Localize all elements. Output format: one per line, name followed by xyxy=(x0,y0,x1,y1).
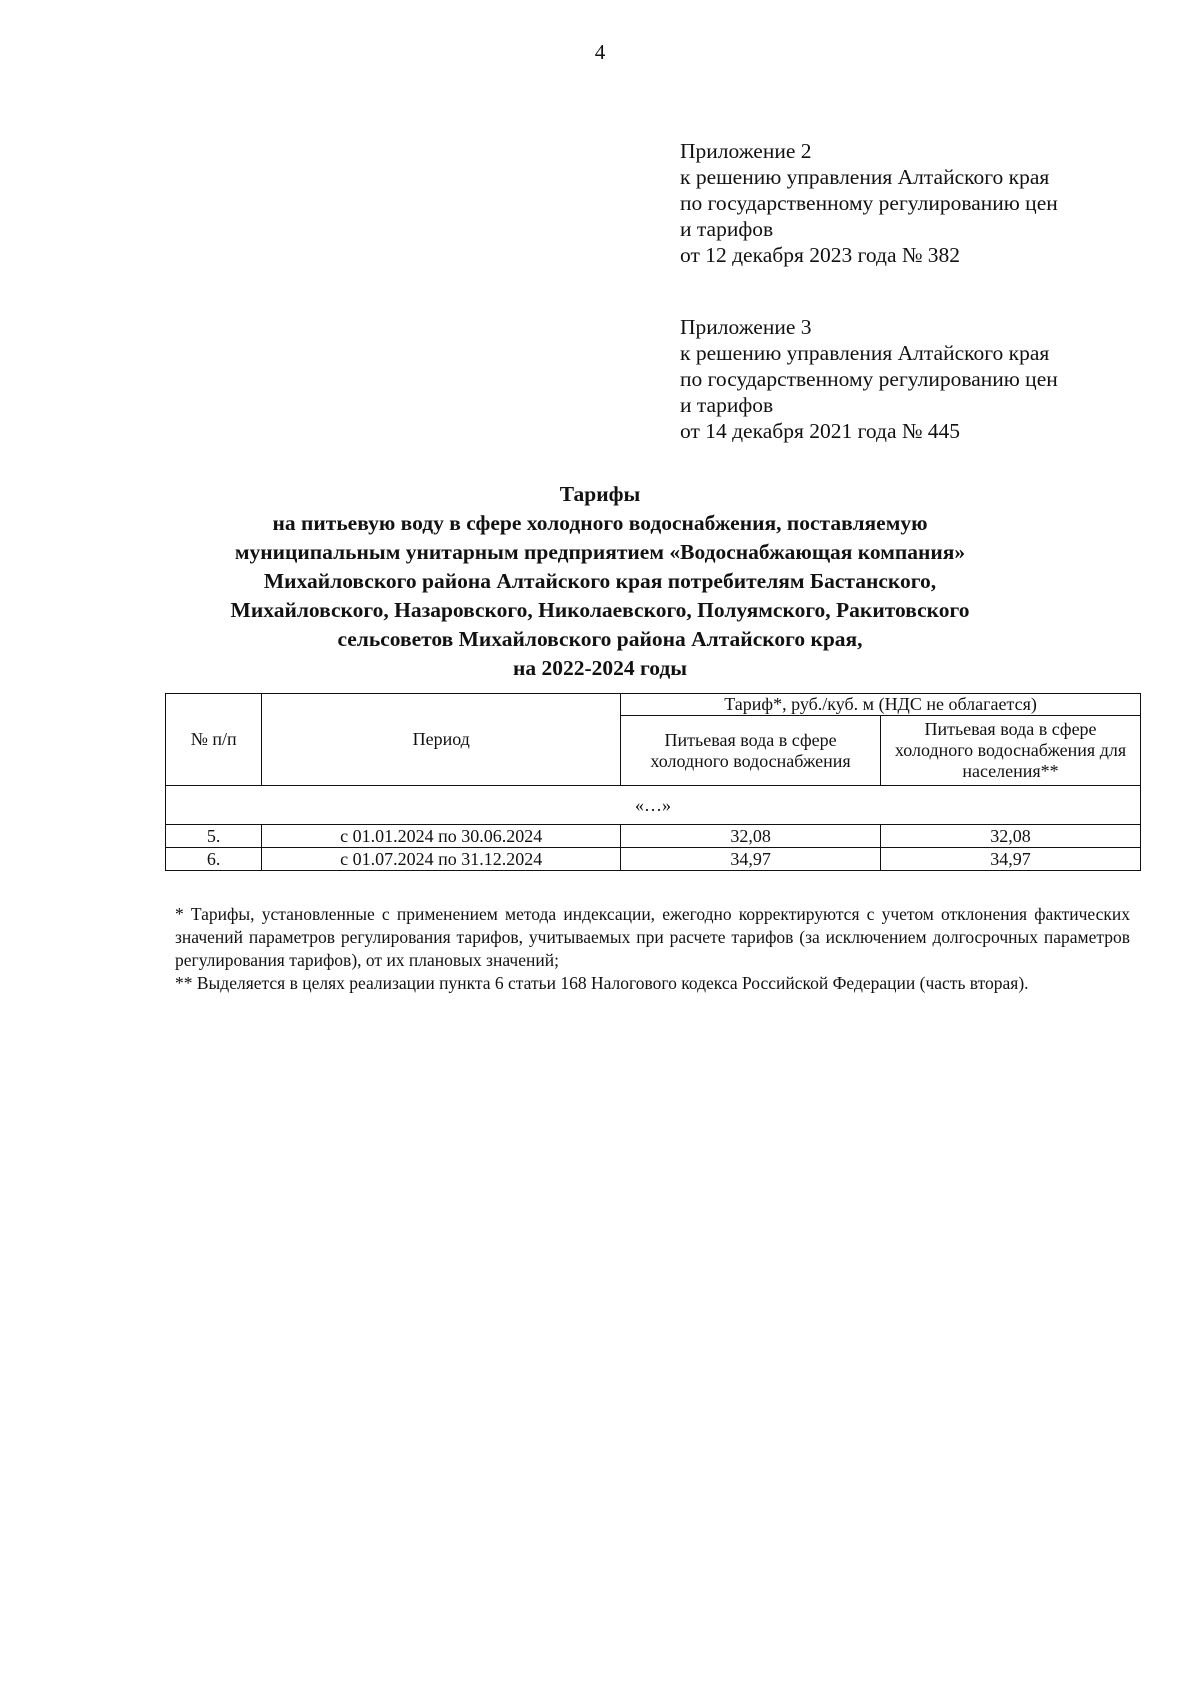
table-header-row xyxy=(166,694,1141,716)
title-line: на 2022-2024 годы xyxy=(512,656,688,680)
title-line: Михайловского района Алтайского края потребителям Бастанского, xyxy=(263,569,937,593)
appendix-3-line: от 14 декабря 2021 года № 445 xyxy=(680,419,960,443)
table-ellipsis-row xyxy=(166,786,1141,825)
tariff-table xyxy=(165,693,1141,871)
footnote-1: * Тарифы, установленные с применением метода индексации, ежегодно корректируются с учетом отклонения фактических значений параметров регулирования тарифов, учитываемых при расчете тарифов (за исключением долгосрочных параметров регулирования тарифов), от их плановых значений; xyxy=(175,904,1130,970)
document-title xyxy=(100,480,1100,683)
header-period: Период xyxy=(262,694,621,786)
ellipsis-cell: «…» xyxy=(166,786,1141,825)
header-drinking-water-population: Питьевая вода в сфере холодного водоснабжения для населения** xyxy=(881,716,1141,786)
footnote-2: ** Выделяется в целях реализации пункта 6 статьи 168 Налогового кодекса Российской Федерации (часть вторая). xyxy=(175,973,1029,993)
table-row xyxy=(166,848,1141,871)
appendix-3-header xyxy=(680,314,1150,444)
appendix-2-line: и тарифов xyxy=(680,217,774,241)
title-line: Тарифы xyxy=(559,482,641,506)
footnotes xyxy=(175,903,1130,995)
title-line: сельсоветов Михайловского района Алтайского края, xyxy=(337,627,863,651)
row-tariff-a: 32,08 xyxy=(621,825,881,848)
table-row xyxy=(166,825,1141,848)
header-drinking-water: Питьевая вода в сфере холодного водоснабжения xyxy=(621,716,881,786)
appendix-2-line: Приложение 2 xyxy=(680,139,812,163)
header-number: № п/п xyxy=(166,694,262,786)
appendix-3-line: по государственному регулированию цен xyxy=(680,367,1058,391)
page-number: 4 xyxy=(594,40,606,64)
appendix-3-line: к решению управления Алтайского края xyxy=(680,341,1050,365)
appendix-2-line: по государственному регулированию цен xyxy=(680,191,1058,215)
row-number: 5. xyxy=(166,825,262,848)
title-line: на питьевую воду в сфере холодного водоснабжения, поставляемую xyxy=(272,511,928,535)
header-tariff-group: Тариф*, руб./куб. м (НДС не облагается) xyxy=(621,694,1141,716)
row-tariff-a: 34,97 xyxy=(621,848,881,871)
row-tariff-b: 32,08 xyxy=(881,825,1141,848)
row-period: с 01.01.2024 по 30.06.2024 xyxy=(262,825,621,848)
row-tariff-b: 34,97 xyxy=(881,848,1141,871)
appendix-2-line: от 12 декабря 2023 года № 382 xyxy=(680,243,960,267)
title-line: Михайловского, Назаровского, Николаевского, Полуямского, Ракитовского xyxy=(230,598,970,622)
appendix-2-header xyxy=(680,138,1150,268)
appendix-2-line: к решению управления Алтайского края xyxy=(680,165,1050,189)
appendix-3-line: Приложение 3 xyxy=(680,315,812,339)
row-number: 6. xyxy=(166,848,262,871)
title-line: муниципальным унитарным предприятием «Водоснабжающая компания» xyxy=(234,540,966,564)
row-period: с 01.07.2024 по 31.12.2024 xyxy=(262,848,621,871)
appendix-3-line: и тарифов xyxy=(680,393,774,417)
